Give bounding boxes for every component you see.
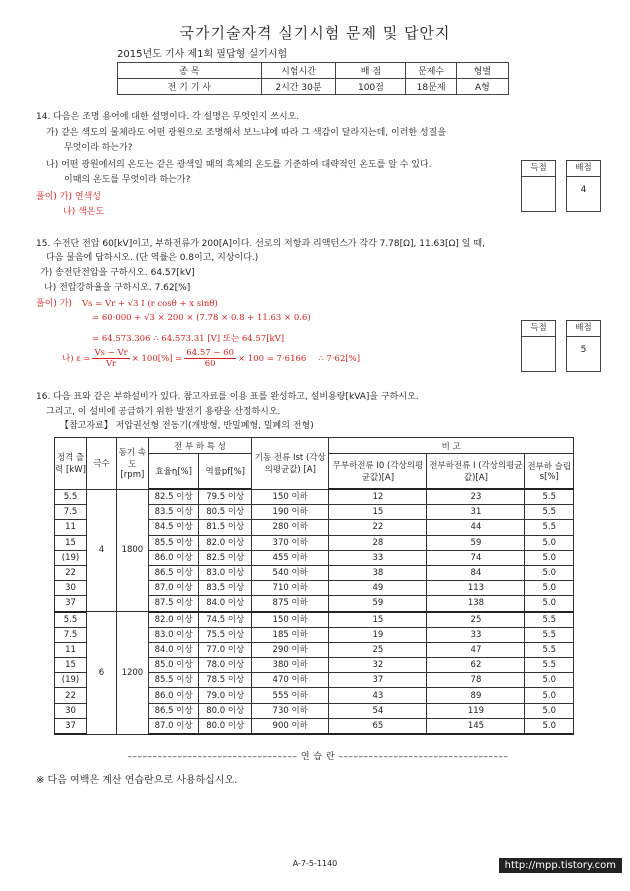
- cell-start-current: 290 이하: [252, 642, 329, 657]
- q15-sub-a: 가) 송전단전압을 구하시오. 64.57[kV]: [40, 268, 195, 278]
- cell-slip: 5.5: [525, 627, 574, 642]
- q14-points-label: 배점: [567, 161, 600, 177]
- cell-slip: 5.5: [525, 658, 574, 673]
- cell-start-current: 280 이하: [252, 520, 329, 535]
- info-header-count: 문제수: [406, 63, 456, 79]
- info-header-type: 형별: [456, 63, 508, 79]
- cell-rating: 15: [55, 658, 87, 673]
- cell-slip: 5.5: [525, 505, 574, 520]
- q15-solution-b-mid1: × 100[%] =: [131, 353, 183, 364]
- cell-start-current: 470 이하: [252, 673, 329, 688]
- q15-fraction-2: [184, 348, 236, 369]
- cell-noload-current: 12: [329, 489, 427, 505]
- cell-speed: 1800: [116, 489, 148, 612]
- cell-slip: 5.0: [525, 703, 574, 718]
- cell-power-factor: 75.5 이상: [199, 627, 252, 642]
- cell-start-current: 540 이하: [252, 565, 329, 580]
- cell-power-factor: 80.0 이상: [199, 703, 252, 718]
- col-speed: 동기 속도 [rpm]: [116, 438, 148, 490]
- cell-power-factor: 78.5 이상: [199, 673, 252, 688]
- cell-start-current: 150 이하: [252, 489, 329, 505]
- q15-points-value: 5: [580, 345, 587, 355]
- cell-poles: 6: [86, 612, 116, 735]
- q15-solution-b-result: ∴ 7·62[%]: [318, 353, 361, 364]
- cell-start-current: 380 이하: [252, 658, 329, 673]
- cell-fullload-current: 31: [427, 505, 525, 520]
- cell-fullload-current: 44: [427, 520, 525, 535]
- cell-slip: 5.0: [525, 718, 574, 734]
- cell-slip: 5.0: [525, 596, 574, 612]
- cell-noload-current: 33: [329, 550, 427, 565]
- cell-noload-current: 38: [329, 565, 427, 580]
- cell-efficiency: 85.5 이상: [148, 673, 199, 688]
- cell-power-factor: 83.5 이상: [199, 581, 252, 596]
- cell-power-factor: 78.0 이상: [199, 658, 252, 673]
- q15-score-field[interactable]: [522, 337, 555, 363]
- q14-score-box: [521, 160, 556, 212]
- q14-answer-a: 풀이) 가) 연색성: [36, 192, 101, 202]
- col-start-current: 기동 전류 Ist (각상의평균값) [A]: [252, 438, 329, 490]
- cell-fullload-current: 62: [427, 658, 525, 673]
- info-type: A형: [456, 79, 508, 95]
- cell-start-current: 370 이하: [252, 535, 329, 550]
- col-rating: 정격 출력 [kW]: [55, 438, 87, 490]
- cell-start-current: 190 이하: [252, 505, 329, 520]
- cell-slip: 5.5: [525, 520, 574, 535]
- cell-speed: 1200: [116, 612, 148, 735]
- cell-start-current: 150 이하: [252, 612, 329, 628]
- q15-fraction-2-den: 60: [204, 359, 216, 369]
- q14-score-field[interactable]: [522, 177, 555, 203]
- q16-stem-line2: 그리고, 이 설비에 공급하기 위한 발전기 용량을 산정하시오.: [46, 407, 281, 417]
- cell-slip: 5.0: [525, 550, 574, 565]
- cell-power-factor: 77.0 이상: [199, 642, 252, 657]
- cell-power-factor: 84.0 이상: [199, 596, 252, 612]
- cell-power-factor: 82.5 이상: [199, 550, 252, 565]
- page-code: A-7-5-1140: [292, 859, 338, 868]
- cell-efficiency: 83.0 이상: [148, 627, 199, 642]
- cell-rating: 37: [55, 596, 87, 612]
- cell-noload-current: 25: [329, 642, 427, 657]
- cell-start-current: 710 이하: [252, 581, 329, 596]
- cell-efficiency: 85.0 이상: [148, 658, 199, 673]
- col-remark: 비 고: [329, 438, 574, 454]
- motor-table-body: [55, 489, 574, 734]
- cell-power-factor: 79.0 이상: [199, 688, 252, 703]
- cell-fullload-current: 84: [427, 565, 525, 580]
- info-time: 2시간 30분: [261, 79, 336, 95]
- motor-spec-table: [54, 437, 574, 735]
- cell-efficiency: 86.0 이상: [148, 550, 199, 565]
- info-header-subject: 종 목: [118, 63, 262, 79]
- cell-noload-current: 65: [329, 718, 427, 734]
- cell-start-current: 555 이하: [252, 688, 329, 703]
- cell-efficiency: 86.5 이상: [148, 703, 199, 718]
- col-power-factor: 역률pf[%]: [199, 454, 252, 490]
- cell-poles: 4: [86, 489, 116, 612]
- q14-b-line2: 이때의 온도를 무엇이라 하는가?: [64, 175, 191, 185]
- cell-start-current: 900 이하: [252, 718, 329, 734]
- q14-points-value: 4: [580, 185, 587, 195]
- cell-fullload-current: 33: [427, 627, 525, 642]
- cell-start-current: 730 이하: [252, 703, 329, 718]
- q15-stem-line2: 다음 물음에 답하시오. (단 역률은 0.8이고, 지상이다.): [46, 253, 259, 263]
- cell-fullload-current: 78: [427, 673, 525, 688]
- cell-fullload-current: 59: [427, 535, 525, 550]
- cell-noload-current: 43: [329, 688, 427, 703]
- cell-efficiency: 82.5 이상: [148, 489, 199, 505]
- cell-rating: 5.5: [55, 489, 87, 505]
- cell-power-factor: 74.5 이상: [199, 612, 252, 628]
- cell-slip: 5.0: [525, 688, 574, 703]
- cell-slip: 5.5: [525, 642, 574, 657]
- q15-solution-a3: = 64.573.306 ∴ 64.573.31 [V] 또는 64.57[kV]: [92, 334, 285, 344]
- practice-divider: –––––––––––––––––––––––––––––––––– 연 습 란 ––––––––––––––––––––––––––––––––––: [127, 752, 509, 762]
- cell-slip: 5.0: [525, 535, 574, 550]
- cell-efficiency: 86.0 이상: [148, 688, 199, 703]
- cell-noload-current: 15: [329, 505, 427, 520]
- q14-stem: 14. 다음은 조명 용어에 대한 설명이다. 각 설명은 무엇인지 쓰시오.: [36, 112, 300, 122]
- q16-reference: 【참고자료】 저압권선형 전동기(개방형, 반밀폐형, 밀폐의 전형): [60, 421, 314, 431]
- q15-solution-b-mid2: × 100 = 7·6166: [237, 353, 307, 364]
- cell-slip: 5.0: [525, 565, 574, 580]
- exam-info-table: [117, 62, 509, 95]
- cell-noload-current: 32: [329, 658, 427, 673]
- cell-rating: 22: [55, 688, 87, 703]
- col-efficiency: 효율η[%]: [148, 454, 199, 490]
- q16-stem-line1: 16. 다음 표와 같은 부하설비가 있다. 참고자료를 이용 표를 완성하고, 설비용량[kVA]을 구하시오.: [36, 392, 419, 402]
- cell-rating: 5.5: [55, 612, 87, 628]
- cell-noload-current: 59: [329, 596, 427, 612]
- cell-power-factor: 79.5 이상: [199, 489, 252, 505]
- cell-fullload-current: 47: [427, 642, 525, 657]
- info-subject: 전 기 기 사: [118, 79, 262, 95]
- q15-solution-b: [62, 348, 360, 369]
- col-poles: 극수: [86, 438, 116, 490]
- q15-fraction-1-den: Vr: [105, 359, 117, 369]
- q15-fraction-1: [92, 348, 129, 369]
- cell-slip: 5.5: [525, 489, 574, 505]
- q14-score-label: 득점: [522, 161, 555, 177]
- cell-rating: 22: [55, 565, 87, 580]
- cell-noload-current: 15: [329, 612, 427, 628]
- q15-fraction-2-num: 64.57 − 60: [186, 348, 234, 358]
- col-fullload-current: 전부하전류 I (각상의평균값)[A]: [427, 454, 525, 490]
- q15-points-box: [566, 320, 601, 372]
- cell-power-factor: 82.0 이상: [199, 535, 252, 550]
- q14-a-line2: 무엇이라 하는가?: [64, 143, 133, 153]
- cell-start-current: 875 이하: [252, 596, 329, 612]
- cell-efficiency: 84.0 이상: [148, 642, 199, 657]
- cell-fullload-current: 89: [427, 688, 525, 703]
- cell-power-factor: 80.0 이상: [199, 718, 252, 734]
- cell-rating: 15: [55, 535, 87, 550]
- q15-solution-a2: = 60·000 + √3 × 200 × (7.78 × 0.8 + 11.63 × 0.6): [92, 313, 311, 323]
- cell-noload-current: 28: [329, 535, 427, 550]
- col-noload-current: 무부하전류 I0 (각상의평균값)[A]: [329, 454, 427, 490]
- cell-noload-current: 37: [329, 673, 427, 688]
- cell-rating: 11: [55, 642, 87, 657]
- info-header-points: 배 점: [336, 63, 406, 79]
- q15-solution-b-prefix: 나) ε =: [62, 353, 91, 364]
- q14-a-line1: 가) 같은 색도의 물체라도 어떤 광원으로 조명해서 보느냐에 따라 그 색감이 달라지는데, 이러한 성질을: [46, 128, 447, 138]
- cell-slip: 5.0: [525, 673, 574, 688]
- practice-note: ※ 다음 여백은 계산 연습란으로 사용하십시오.: [36, 775, 238, 786]
- cell-slip: 5.0: [525, 581, 574, 596]
- q14-b-line1: 나) 어떤 광원에서의 온도는 같은 광색일 때의 흑체의 온도를 기준하여 대략적인 온도를 알 수 있다.: [46, 160, 432, 170]
- cell-efficiency: 87.5 이상: [148, 596, 199, 612]
- watermark-link[interactable]: http://mpp.tistory.com: [499, 858, 622, 873]
- q14-points-box: [566, 160, 601, 212]
- cell-efficiency: 85.5 이상: [148, 535, 199, 550]
- cell-efficiency: 87.0 이상: [148, 718, 199, 734]
- exam-subtitle: 2015년도 기사 제1회 필답형 실기시험: [117, 49, 288, 60]
- q15-points-label: 배점: [567, 321, 600, 337]
- q15-score-box: [521, 320, 556, 372]
- cell-efficiency: 83.5 이상: [148, 505, 199, 520]
- q14-answer-b: 나) 색온도: [63, 207, 105, 217]
- table-row: [55, 612, 574, 628]
- cell-slip: 5.5: [525, 612, 574, 628]
- cell-noload-current: 19: [329, 627, 427, 642]
- q15-score-label: 득점: [522, 321, 555, 337]
- cell-fullload-current: 138: [427, 596, 525, 612]
- cell-rating: 30: [55, 703, 87, 718]
- cell-fullload-current: 74: [427, 550, 525, 565]
- info-header-time: 시험시간: [261, 63, 336, 79]
- cell-rating: 7.5: [55, 627, 87, 642]
- table-row: [55, 489, 574, 505]
- cell-rating: 7.5: [55, 505, 87, 520]
- q15-solution-prefix: 풀이) 가): [36, 299, 72, 309]
- q15-sub-b: 나) 전압강하율을 구하시오. 7.62[%]: [44, 283, 191, 293]
- cell-rating: 11: [55, 520, 87, 535]
- cell-fullload-current: 25: [427, 612, 525, 628]
- cell-rating: 37: [55, 718, 87, 734]
- cell-efficiency: 86.5 이상: [148, 565, 199, 580]
- cell-fullload-current: 23: [427, 489, 525, 505]
- cell-efficiency: 84.5 이상: [148, 520, 199, 535]
- cell-efficiency: 87.0 이상: [148, 581, 199, 596]
- q15-stem-line1: 15. 수전단 전압 60[kV]이고, 부하전류가 200[A]이다. 선로의 저항과 리액턴스가 각각 7.78[Ω], 11.63[Ω] 일 때,: [36, 239, 485, 249]
- cell-rating: (19): [55, 673, 87, 688]
- cell-noload-current: 49: [329, 581, 427, 596]
- cell-power-factor: 83.0 이상: [199, 565, 252, 580]
- cell-rating: 30: [55, 581, 87, 596]
- cell-power-factor: 80.5 이상: [199, 505, 252, 520]
- cell-noload-current: 54: [329, 703, 427, 718]
- col-fullload: 전 부 하 특 성: [148, 438, 251, 454]
- cell-rating: (19): [55, 550, 87, 565]
- cell-power-factor: 81.5 이상: [199, 520, 252, 535]
- cell-fullload-current: 119: [427, 703, 525, 718]
- cell-start-current: 455 이하: [252, 550, 329, 565]
- cell-start-current: 185 이하: [252, 627, 329, 642]
- cell-fullload-current: 145: [427, 718, 525, 734]
- col-slip: 전부하 슬립 s[%]: [525, 454, 574, 490]
- info-count: 18문제: [406, 79, 456, 95]
- info-points: 100점: [336, 79, 406, 95]
- cell-fullload-current: 113: [427, 581, 525, 596]
- page-title: 국가기술자격 실기시험 문제 및 답안지: [179, 24, 451, 42]
- cell-efficiency: 82.0 이상: [148, 612, 199, 628]
- q15-fraction-1-num: Vs − Vr: [94, 348, 128, 358]
- q15-solution-a1: Vs = Vr + √3 I (r cosθ + x sinθ): [82, 299, 218, 309]
- cell-noload-current: 22: [329, 520, 427, 535]
